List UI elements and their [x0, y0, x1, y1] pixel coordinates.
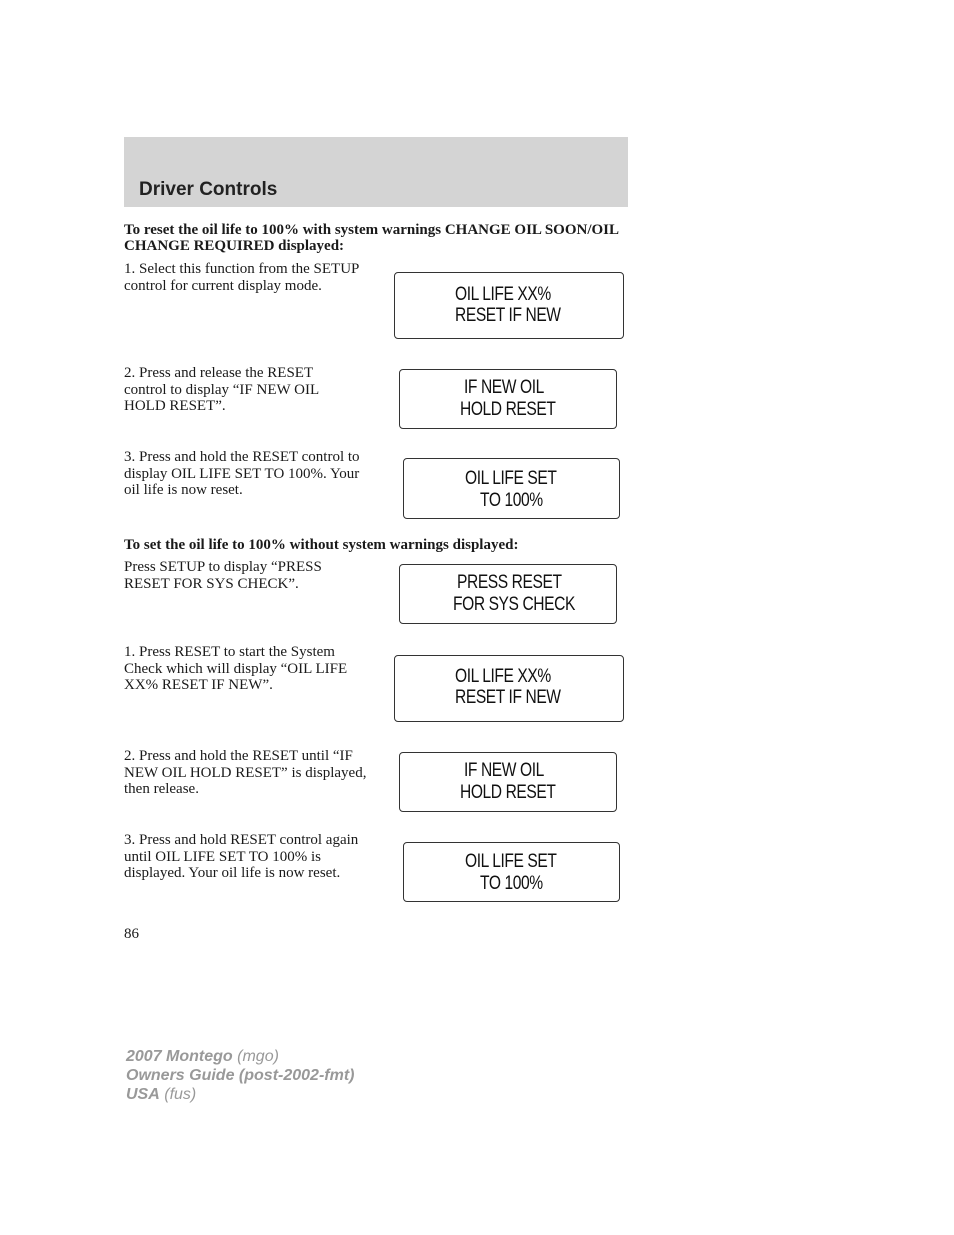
display-oil-life-xx — [394, 272, 624, 339]
section2-intro: Press SETUP to display “PRESS RESET FOR SYS CHECK”. — [124, 559, 322, 592]
footer-region: USA — [126, 1086, 160, 1103]
display-line: TO 100% — [480, 873, 543, 894]
display-line: FOR SYS CHECK — [453, 594, 575, 615]
display-line: IF NEW OIL — [464, 377, 544, 398]
footer-guide: Owners Guide (post-2002-fmt) — [126, 1067, 355, 1084]
section2-heading: To set the oil life to 100% without system warnings displayed: — [124, 537, 519, 553]
section1-step-1: 1. Select this function from the SETUP control for current display mode. — [124, 261, 359, 294]
footer-region-code: (fus) — [164, 1086, 197, 1103]
display-line: TO 100% — [480, 490, 543, 511]
footer-line-model — [126, 1047, 354, 1066]
display-line: OIL LIFE SET — [465, 468, 557, 489]
section1-step-2: 2. Press and release the RESET control to display “IF NEW OIL HOLD RESET”. — [124, 365, 319, 414]
display-line: PRESS RESET — [457, 572, 562, 593]
display-if-new-oil — [399, 752, 617, 812]
display-oil-life-set — [403, 842, 620, 902]
display-line: IF NEW OIL — [464, 760, 544, 781]
section2-step-1: 1. Press RESET to start the System Check which will display “OIL LIFE XX% RESET IF NEW”. — [124, 644, 348, 693]
section2-step-3: 3. Press and hold RESET control again until OIL LIFE SET TO 100% is displayed. Your oil life is now reset. — [124, 832, 359, 881]
display-line: OIL LIFE XX% — [455, 666, 551, 687]
display-press-reset — [399, 564, 617, 624]
footer-line-region — [126, 1085, 354, 1104]
section2-step-2: 2. Press and hold the RESET until “IF NEW OIL HOLD RESET” is displayed, then release. — [124, 748, 367, 797]
footer-model: 2007 Montego — [126, 1048, 233, 1065]
display-line: HOLD RESET — [460, 399, 556, 420]
display-line: RESET IF NEW — [455, 687, 561, 708]
display-oil-life-set — [403, 458, 620, 519]
footer-line-guide — [126, 1066, 354, 1085]
display-if-new-oil — [399, 369, 617, 429]
display-line: OIL LIFE SET — [465, 851, 557, 872]
section-header — [124, 137, 628, 207]
display-line: HOLD RESET — [460, 782, 556, 803]
section1-step-3: 3. Press and hold the RESET control to display OIL LIFE SET TO 100%. Your oil life is now reset. — [124, 449, 360, 498]
page-number: 86 — [124, 926, 139, 942]
footer-model-code: (mgo) — [237, 1048, 279, 1065]
footer — [126, 1047, 354, 1104]
display-line: OIL LIFE XX% — [455, 284, 551, 305]
display-oil-life-xx — [394, 655, 624, 722]
section-title: Driver Controls — [139, 179, 278, 200]
section1-heading: To reset the oil life to 100% with system warnings CHANGE OIL SOON/OIL CHANGE REQUIRED displayed: — [124, 222, 619, 254]
display-line: RESET IF NEW — [455, 305, 561, 326]
